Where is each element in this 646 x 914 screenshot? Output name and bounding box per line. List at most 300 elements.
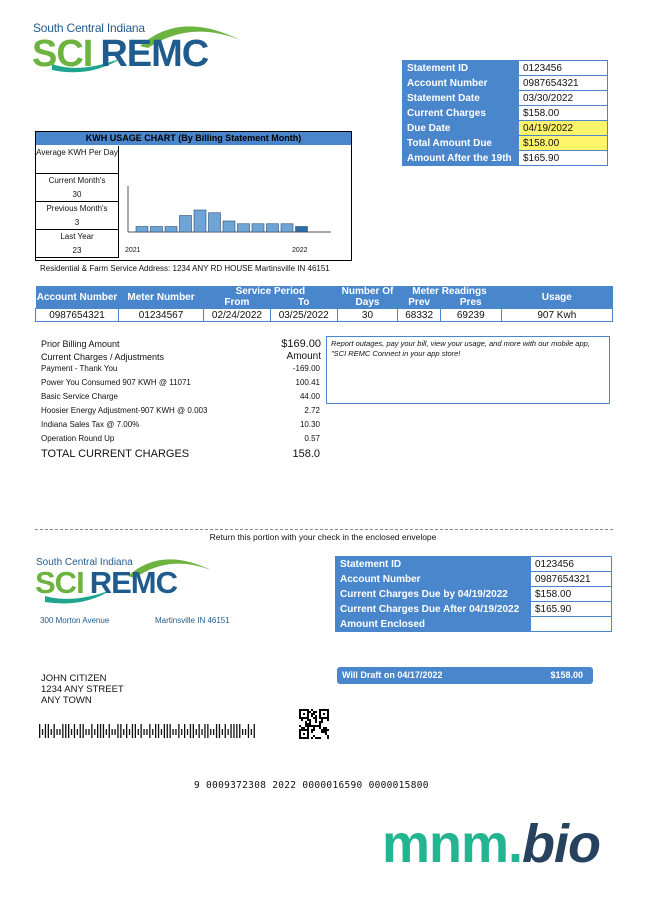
- statement-row: [403, 136, 608, 151]
- qr-module: [317, 725, 319, 727]
- barcode-bar: [112, 729, 113, 735]
- brand-tagline: South Central Indiana: [33, 21, 145, 35]
- remit-label: Amount Enclosed: [336, 617, 531, 632]
- qr-module: [301, 717, 303, 719]
- qr-module: [303, 717, 305, 719]
- hdr-days: Number Of Days: [337, 286, 398, 309]
- qr-module: [307, 735, 309, 737]
- statement-label: Account Number: [403, 76, 519, 91]
- qr-module: [315, 711, 317, 713]
- customer-name: JOHN CITIZEN: [41, 673, 107, 684]
- usage-stat-label: Current Month's: [48, 176, 106, 185]
- qr-module: [319, 711, 321, 713]
- usage-stat: [36, 146, 119, 174]
- hdr-to: To: [270, 297, 337, 309]
- qr-module: [303, 729, 305, 731]
- usage-bar: [136, 227, 148, 233]
- statement-value: 03/30/2022: [519, 91, 608, 106]
- prior-billing-value: $169.00: [281, 338, 321, 350]
- watermark-part2: bio: [522, 814, 601, 874]
- usage-bar: [296, 227, 308, 233]
- barcode-bar: [65, 724, 66, 738]
- qr-module: [319, 737, 321, 739]
- barcode-bar: [219, 724, 220, 738]
- barcode-bar: [100, 724, 101, 738]
- barcode-bar: [59, 729, 60, 735]
- app-message: Report outages, pay your bill, view your usage, and more with our mobile app, "SCI REMC Connect in your app store!: [331, 339, 590, 358]
- usage-stats: [36, 146, 119, 258]
- barcode-bar: [129, 729, 130, 735]
- qr-module: [315, 737, 317, 739]
- charge-label: Indiana Sales Tax @ 7.00%: [41, 420, 140, 429]
- qr-module: [327, 709, 329, 711]
- cell-pres: 69239: [440, 309, 501, 322]
- qr-module: [309, 721, 311, 723]
- barcode-bar: [158, 724, 159, 738]
- qr-module: [319, 725, 321, 727]
- barcode-bar: [207, 724, 208, 738]
- remit-label: Current Charges Due by 04/19/2022: [336, 587, 531, 602]
- barcode-bar: [190, 724, 191, 738]
- qr-module: [319, 713, 321, 715]
- barcode-bar: [68, 724, 69, 738]
- scan-line: 9 0009372308 2022 0000016590 0000015800: [194, 780, 429, 791]
- barcode-bar: [204, 724, 205, 738]
- usage-bar-chart: [126, 146, 341, 246]
- usage-bar: [194, 210, 206, 232]
- hdr-meter: Meter Number: [119, 286, 204, 309]
- watermark: [382, 814, 600, 874]
- qr-module: [315, 725, 317, 727]
- remit-row: [336, 572, 612, 587]
- qr-module: [303, 709, 305, 711]
- statement-value: $158.00: [519, 136, 608, 151]
- qr-module: [307, 727, 309, 729]
- cell-meter: 01234567: [119, 309, 204, 322]
- barcode-bar: [138, 729, 139, 735]
- statement-row: [403, 121, 608, 136]
- remit-row: [336, 617, 612, 632]
- qr-module: [323, 713, 325, 715]
- brand-tagline-bottom: South Central Indiana: [36, 557, 133, 568]
- barcode-bar: [80, 724, 81, 738]
- current-charges-label: Current Charges / Adjustments: [41, 352, 165, 362]
- amount-enclosed-field[interactable]: [531, 617, 612, 632]
- usage-stat-value: 30: [72, 190, 82, 199]
- hdr-prev: Prev: [398, 297, 441, 309]
- qr-module: [307, 713, 309, 715]
- qr-module: [311, 713, 313, 715]
- barcode-bar: [199, 724, 200, 738]
- barcode-bar: [201, 729, 202, 735]
- qr-module: [315, 715, 317, 717]
- qr-module: [309, 725, 311, 727]
- cell-from: 02/24/2022: [204, 309, 271, 322]
- remit-value: $165.90: [531, 602, 612, 617]
- qr-module: [305, 729, 307, 731]
- usage-stat-label: Last Year: [60, 232, 94, 241]
- charge-value: 0.57: [304, 434, 320, 443]
- qr-module: [323, 727, 325, 729]
- qr-module: [307, 719, 309, 721]
- brand-logo: [30, 14, 250, 94]
- barcode-bar: [45, 724, 46, 738]
- qr-module: [301, 709, 303, 711]
- qr-module: [309, 723, 311, 725]
- qr-module: [327, 713, 329, 715]
- qr-module: [311, 729, 313, 731]
- barcode-bar: [94, 729, 95, 735]
- draft-banner: [337, 667, 593, 684]
- barcode-bar: [175, 729, 176, 735]
- barcode-bar: [245, 729, 246, 735]
- barcode-bar: [117, 724, 118, 738]
- remit-value: $158.00: [531, 587, 612, 602]
- customer-address: [41, 673, 124, 706]
- barcode-bar: [126, 724, 127, 738]
- usage-bar: [267, 224, 279, 232]
- statement-value: 04/19/2022: [519, 121, 608, 136]
- barcode-bar: [146, 729, 147, 735]
- barcode-bar: [120, 724, 121, 738]
- qr-module: [327, 711, 329, 713]
- usage-stat-value: 23: [72, 246, 82, 255]
- barcode-bar: [42, 729, 43, 735]
- cell-days: 30: [337, 309, 398, 322]
- remit-address1: 300 Morton Avenue: [40, 616, 110, 625]
- qr-module: [305, 725, 307, 727]
- hdr-account: Account Number: [36, 286, 119, 309]
- barcode-bar: [228, 729, 229, 735]
- qr-module: [323, 709, 325, 711]
- qr-module: [299, 735, 301, 737]
- barcode-bar: [239, 724, 240, 738]
- charge-value: 2.72: [304, 406, 320, 415]
- usage-bar: [180, 216, 192, 233]
- qr-module: [327, 729, 329, 731]
- remit-address2: Martinsville IN 46151: [155, 616, 230, 625]
- qr-module: [305, 737, 307, 739]
- qr-module: [313, 725, 315, 727]
- barcode-bar: [242, 729, 243, 735]
- service-address: Residential & Farm Service Address: 1234 ANY RD HOUSE Martinsville IN 46151: [40, 264, 330, 273]
- qr-module: [325, 717, 327, 719]
- qr-module: [303, 713, 305, 715]
- barcode-bar: [51, 729, 52, 735]
- chart-year-right: 2022: [292, 247, 308, 254]
- statement-row: [403, 106, 608, 121]
- qr-module: [299, 729, 301, 731]
- qr-module: [299, 737, 301, 739]
- barcode-bar: [155, 724, 156, 738]
- qr-module: [307, 731, 309, 733]
- charge-value: 10.30: [299, 420, 320, 429]
- qr-module: [319, 709, 321, 711]
- hdr-from: From: [204, 297, 271, 309]
- usage-chart-title: KWH USAGE CHART (By Billing Statement Month): [36, 132, 351, 145]
- barcode-bar: [161, 729, 162, 735]
- qr-module: [301, 729, 303, 731]
- usage-bar: [223, 221, 235, 232]
- barcode-bar: [141, 724, 142, 738]
- remit-row: [336, 587, 612, 602]
- brand-remc: REMC: [100, 33, 209, 75]
- statement-label: Statement ID: [403, 61, 519, 76]
- qr-module: [305, 709, 307, 711]
- qr-module: [309, 711, 311, 713]
- qr-module: [321, 729, 323, 731]
- barcode-bar: [167, 724, 168, 738]
- usage-stat: [36, 230, 119, 258]
- customer-street: 1234 ANY STREET: [41, 684, 124, 695]
- qr-module: [311, 715, 313, 717]
- usage-stat: [36, 202, 119, 230]
- brand-sci-bottom: SCI: [35, 565, 84, 600]
- remit-row: [336, 602, 612, 617]
- qr-module: [299, 733, 301, 735]
- hdr-service-period: Service Period: [204, 286, 338, 297]
- barcode-bar: [91, 724, 92, 738]
- statement-label: Amount After the 19th: [403, 151, 519, 166]
- qr-module: [319, 727, 321, 729]
- watermark-part1: mnm.: [382, 814, 523, 874]
- cell-prev: 68332: [398, 309, 441, 322]
- statement-label: Statement Date: [403, 91, 519, 106]
- brand-logo-bottom: [33, 548, 223, 616]
- remit-value: 0987654321: [531, 572, 612, 587]
- charge-label: Operation Round Up: [41, 434, 115, 443]
- barcode-bar: [97, 724, 98, 738]
- qr-module: [311, 737, 313, 739]
- qr-module: [313, 713, 315, 715]
- usage-stat-value: 3: [74, 218, 80, 227]
- cell-account: 0987654321: [36, 309, 119, 322]
- barcode-bar: [248, 724, 249, 738]
- usage-bar: [165, 227, 177, 233]
- charge-label: Basic Service Charge: [41, 392, 118, 401]
- qr-module: [299, 717, 301, 719]
- barcode-bar: [170, 724, 171, 738]
- qr-module: [307, 737, 309, 739]
- usage-bar: [151, 227, 163, 233]
- qr-module: [325, 731, 327, 733]
- qr-module: [319, 721, 321, 723]
- tear-line: [35, 529, 613, 530]
- barcode-bar: [103, 724, 104, 738]
- barcode-bar: [172, 729, 173, 735]
- qr-module: [321, 717, 323, 719]
- barcode-bar: [106, 729, 107, 735]
- amount-header: Amount: [286, 351, 321, 362]
- draft-label: Will Draft on 04/17/2022: [342, 670, 443, 680]
- statement-row: [403, 76, 608, 91]
- qr-module: [311, 709, 313, 711]
- qr-module: [307, 723, 309, 725]
- charge-label: Power You Consumed 907 KWH @ 11071: [41, 378, 191, 387]
- hdr-readings: Meter Readings: [398, 286, 501, 297]
- qr-module: [303, 727, 305, 729]
- barcode-bar: [39, 724, 40, 738]
- barcode-bar: [251, 729, 252, 735]
- brand-remc-bottom: REMC: [89, 565, 177, 600]
- statement-info-table: [402, 60, 608, 166]
- barcode-bar: [109, 724, 110, 738]
- qr-module: [313, 727, 315, 729]
- qr-module: [311, 731, 313, 733]
- qr-module: [321, 731, 323, 733]
- barcode-bar: [132, 724, 133, 738]
- total-charges-label: TOTAL CURRENT CHARGES: [41, 448, 190, 460]
- barcode-bar: [254, 724, 255, 738]
- barcode-bar: [135, 724, 136, 738]
- statement-row: [403, 61, 608, 76]
- usage-stat: [36, 174, 119, 202]
- qr-module: [321, 719, 323, 721]
- barcode-bar: [210, 729, 211, 735]
- barcode-bar: [225, 724, 226, 738]
- barcode-bar: [233, 724, 234, 738]
- barcode-bar: [193, 724, 194, 738]
- remit-value: 0123456: [531, 557, 612, 572]
- customer-town: ANY TOWN: [41, 695, 92, 706]
- barcode-bar: [213, 729, 214, 735]
- charge-label: Payment - Thank You: [41, 364, 118, 373]
- charges-section: [41, 337, 323, 465]
- charge-value: 44.00: [299, 392, 320, 401]
- barcode-bar: [114, 729, 115, 735]
- barcode-bar: [62, 724, 63, 738]
- statement-label: Total Amount Due: [403, 136, 519, 151]
- barcode-bar: [149, 724, 150, 738]
- qr-module: [319, 717, 321, 719]
- brand-sci: SCI: [32, 33, 93, 75]
- qr-module: [299, 709, 301, 711]
- cell-to: 03/25/2022: [270, 309, 337, 322]
- barcode-bar: [71, 729, 72, 735]
- prior-billing-label: Prior Billing Amount: [41, 339, 120, 349]
- qr-module: [327, 735, 329, 737]
- barcode-bar: [164, 724, 165, 738]
- barcode-bar: [48, 724, 49, 738]
- remit-label: Statement ID: [336, 557, 531, 572]
- qr-module: [315, 717, 317, 719]
- statement-row: [403, 151, 608, 166]
- qr-module: [321, 709, 323, 711]
- statement-value: $165.90: [519, 151, 608, 166]
- qr-module: [307, 711, 309, 713]
- app-message-box: [326, 336, 610, 404]
- draft-amount: $158.00: [550, 670, 583, 680]
- qr-module: [307, 717, 309, 719]
- chart-year-left: 2021: [125, 247, 141, 254]
- barcode-bar: [88, 729, 89, 735]
- remit-label: Account Number: [336, 572, 531, 587]
- qr-module: [311, 725, 313, 727]
- qr-module: [313, 735, 315, 737]
- qr-module: [305, 721, 307, 723]
- usage-bar: [281, 224, 293, 232]
- barcode-bar: [230, 724, 231, 738]
- barcode-bar: [181, 729, 182, 735]
- cell-usage: 907 Kwh: [501, 309, 612, 322]
- statement-row: [403, 91, 608, 106]
- qr-module: [325, 729, 327, 731]
- barcode-bar: [178, 724, 179, 738]
- usage-bar: [252, 224, 264, 232]
- qr-module: [309, 719, 311, 721]
- barcode-bar: [187, 729, 188, 735]
- usage-bar: [209, 213, 221, 232]
- barcode-bar: [196, 729, 197, 735]
- hdr-pres: Pres: [440, 297, 501, 309]
- remit-row: [336, 557, 612, 572]
- usage-stat-label: Average KWH Per Day: [36, 148, 118, 157]
- barcode-bar: [152, 729, 153, 735]
- qr-module: [325, 733, 327, 735]
- qr-module: [327, 719, 329, 721]
- usage-bar: [238, 224, 250, 232]
- statement-value: $158.00: [519, 106, 608, 121]
- barcode-bar: [222, 729, 223, 735]
- barcode-bar: [83, 724, 84, 738]
- charge-value: 100.41: [295, 378, 320, 387]
- qr-module: [299, 731, 301, 733]
- qr-module: [299, 715, 301, 717]
- qr-module: [323, 731, 325, 733]
- statement-label: Due Date: [403, 121, 519, 136]
- remit-label: Current Charges Due After 04/19/2022: [336, 602, 531, 617]
- qr-module: [325, 709, 327, 711]
- qr-module: [299, 713, 301, 715]
- barcode-bar: [77, 729, 78, 735]
- statement-value: 0987654321: [519, 76, 608, 91]
- return-note: Return this portion with your check in the enclosed envelope: [209, 532, 437, 542]
- qr-module: [327, 715, 329, 717]
- qr-module: [301, 727, 303, 729]
- qr-code: [299, 709, 329, 739]
- barcode-bar: [54, 724, 55, 738]
- qr-module: [325, 727, 327, 729]
- qr-module: [303, 737, 305, 739]
- account-table: [35, 286, 613, 322]
- qr-module: [307, 725, 309, 727]
- qr-module: [315, 719, 317, 721]
- usage-stat-label: Previous Month's: [46, 204, 108, 213]
- qr-module: [321, 721, 323, 723]
- statement-label: Current Charges: [403, 106, 519, 121]
- total-charges-value: 158.0: [292, 448, 320, 460]
- qr-module: [303, 733, 305, 735]
- barcode-bar: [56, 729, 57, 735]
- postal-barcode: [39, 722, 259, 740]
- qr-module: [315, 721, 317, 723]
- statement-value: 0123456: [519, 61, 608, 76]
- qr-module: [319, 723, 321, 725]
- qr-module: [323, 729, 325, 731]
- charge-label: Hoosier Energy Adjustment-907 KWH @ 0.003: [41, 406, 208, 415]
- qr-module: [323, 717, 325, 719]
- qr-module: [301, 719, 303, 721]
- qr-module: [313, 711, 315, 713]
- charge-value: -169.00: [292, 364, 320, 373]
- qr-module: [307, 733, 309, 735]
- qr-module: [307, 709, 309, 711]
- qr-module: [305, 717, 307, 719]
- qr-module: [313, 729, 315, 731]
- qr-module: [327, 737, 329, 739]
- hdr-usage: Usage: [501, 286, 612, 309]
- barcode-bar: [74, 724, 75, 738]
